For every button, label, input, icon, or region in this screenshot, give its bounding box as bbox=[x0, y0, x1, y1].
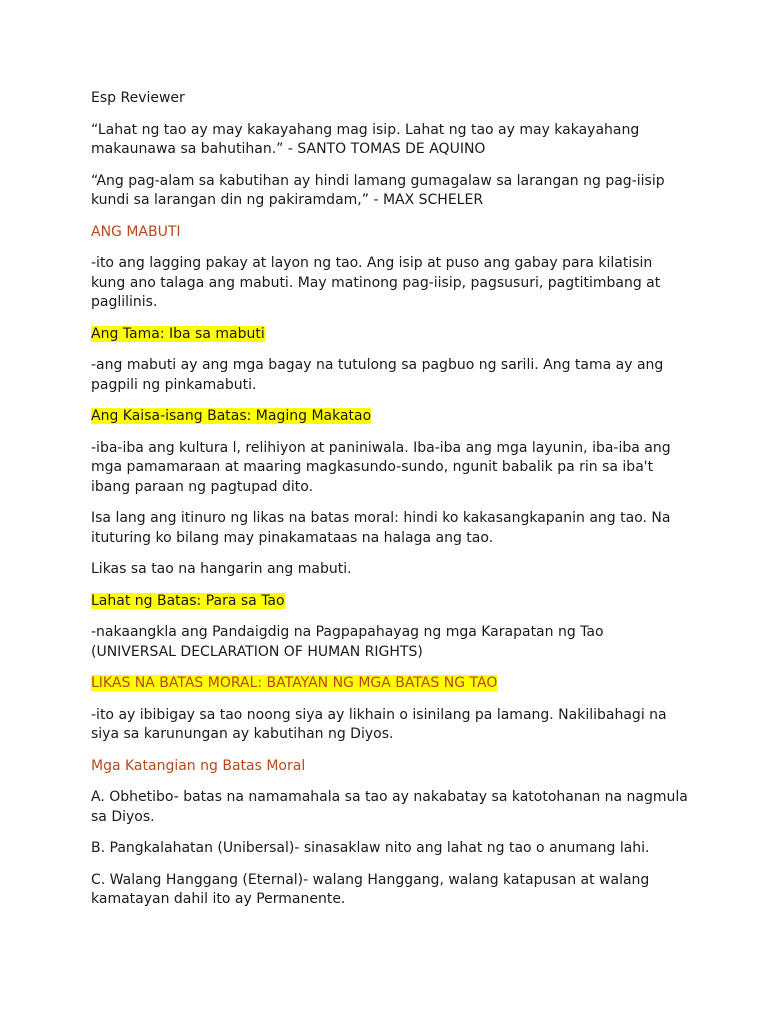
heading-mga-katangian: Mga Katangian ng Batas Moral bbox=[91, 757, 306, 774]
quote-scheler: “Ang pag-alam sa kabutihan ay hindi lamang gumagalaw sa larangan ng pag-iisip kundi sa larangan din ng pakiramdam,” - MAX SCHELER bbox=[91, 172, 665, 208]
quote-aquino: “Lahat ng tao ay may kakayahang mag isip. Lahat ng tao ay may kakayahang makaunawa sa bahutihan.” - SANTO TOMAS DE AQUINO bbox=[91, 121, 640, 157]
heading-kaisa-wrapper bbox=[91, 407, 691, 427]
paragraph-ang-mabuti: -ito ang lagging pakay at layon ng tao. Ang isip at puso ang gabay para kilatisin kung ano talaga ang mabuti. May matinong pag-iisip, pagsusuri, pagtitimbang at paglilinis. bbox=[91, 255, 661, 310]
heading-ang-mabuti: ANG MABUTI bbox=[91, 223, 181, 240]
heading-ang-tama: Ang Tama: Iba sa mabuti bbox=[91, 325, 265, 342]
paragraph-kaisa-3: Likas sa tao na hangarin ang mabuti. bbox=[91, 561, 352, 577]
heading-lahat-wrapper bbox=[91, 592, 691, 612]
heading-ang-tama-wrapper bbox=[91, 325, 691, 345]
paragraph-kaisa-2: Isa lang ang itinuro ng likas na batas moral: hindi ko kakasangkapanin ang tao. Na ituturing ko bilang may pinakamataas na halaga ang tao. bbox=[91, 510, 671, 546]
list-item: A. Obhetibo- batas na namamahala sa tao ay nakabatay sa katotohanan na nagmula sa Diyos. bbox=[91, 789, 688, 825]
document-page bbox=[91, 89, 691, 922]
paragraph-likas-na-batas-moral: -ito ay ibibigay sa tao noong siya ay likhain o isinilang pa lamang. Nakilibahagi na siya sa karunungan ay kabutihan ng Diyos. bbox=[91, 706, 667, 742]
paragraph-lahat-ng-batas: -nakaangkla ang Pandaigdig na Pagpapahayag ng mga Karapatan ng Tao (UNIVERSAL DECLARATION OF HUMAN RIGHTS) bbox=[91, 624, 604, 660]
list-item: C. Walang Hanggang (Eternal)- walang Hanggang, walang katapusan at walang kamatayan dahil ito ay Permanente. bbox=[91, 871, 650, 907]
heading-lahat-ng-batas: Lahat ng Batas: Para sa Tao bbox=[91, 592, 285, 609]
heading-likas-wrapper bbox=[91, 674, 691, 694]
paragraph-ang-tama: -ang mabuti ay ang mga bagay na tutulong sa pagbuo ng sarili. Ang tama ay ang pagpili ng pinkamabuti. bbox=[91, 357, 664, 393]
list-item: B. Pangkalahatan (Unibersal)- sinasaklaw nito ang lahat ng tao o anumang lahi. bbox=[91, 840, 650, 856]
heading-kaisa-isang-batas: Ang Kaisa-isang Batas: Maging Makatao bbox=[91, 408, 372, 424]
paragraph-kaisa-1: -iba-iba ang kultura l, relihiyon at paniniwala. Iba-iba ang mga layunin, iba-iba ang mga pamamaraan at maaring magkasundo-sundo, ngunit babalik pa rin sa iba't ibang paraan ng pagtupad dito. bbox=[91, 439, 671, 495]
heading-likas-na-batas-moral: LIKAS NA BATAS MORAL: BATAYAN NG MGA BATAS NG TAO bbox=[91, 675, 498, 691]
document-title: Esp Reviewer bbox=[91, 90, 185, 106]
